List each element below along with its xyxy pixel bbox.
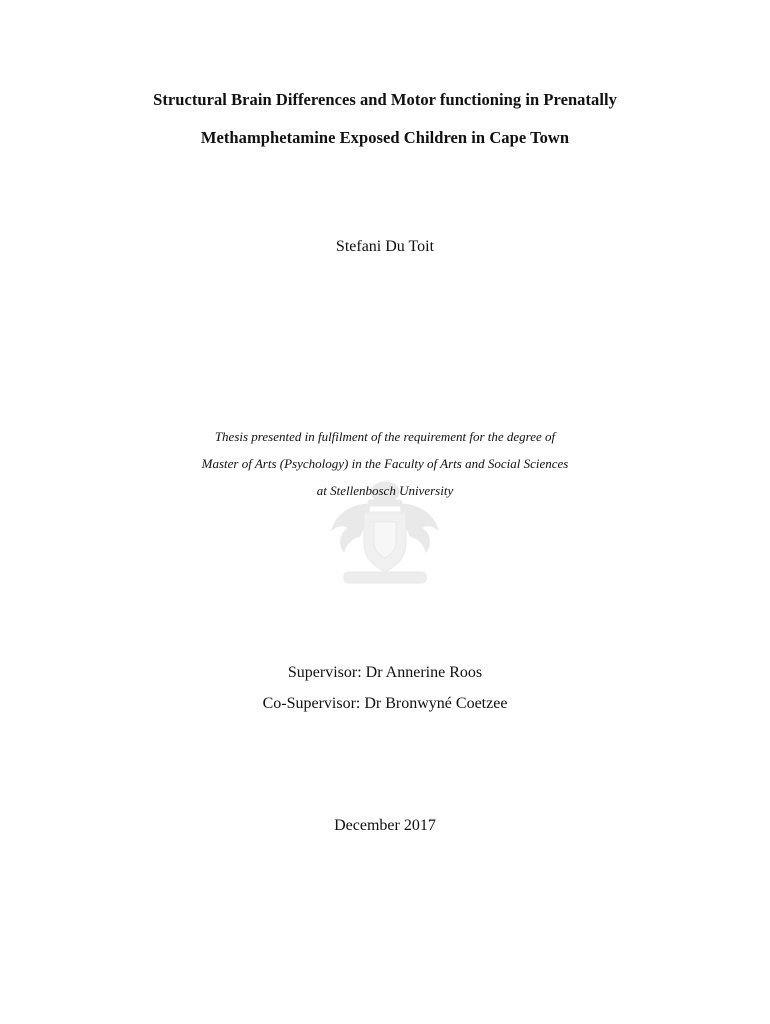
crest-motto-scroll	[344, 572, 426, 583]
thesis-title-line-1: Structural Brain Differences and Motor functioning in Prenatally	[153, 90, 617, 109]
supervisor: Supervisor: Dr Annerine Roos	[287, 664, 483, 681]
crest-wreath	[368, 500, 402, 506]
submission-date: December 2017	[334, 817, 436, 834]
author-name: Stefani Du Toit	[335, 238, 435, 255]
thesis-statement-line-3: at Stellenbosch University	[316, 483, 454, 498]
co-supervisor: Co-Supervisor: Dr Bronwyné Coetzee	[262, 695, 508, 712]
thesis-title-line-2: Methamphetamine Exposed Children in Cape Town	[200, 128, 570, 147]
thesis-statement-line-1: Thesis presented in fulfilment of the requirement for the degree of	[214, 429, 556, 444]
thesis-statement-line-2: Master of Arts (Psychology) in the Faculty of Arts and Social Sciences	[201, 456, 569, 471]
